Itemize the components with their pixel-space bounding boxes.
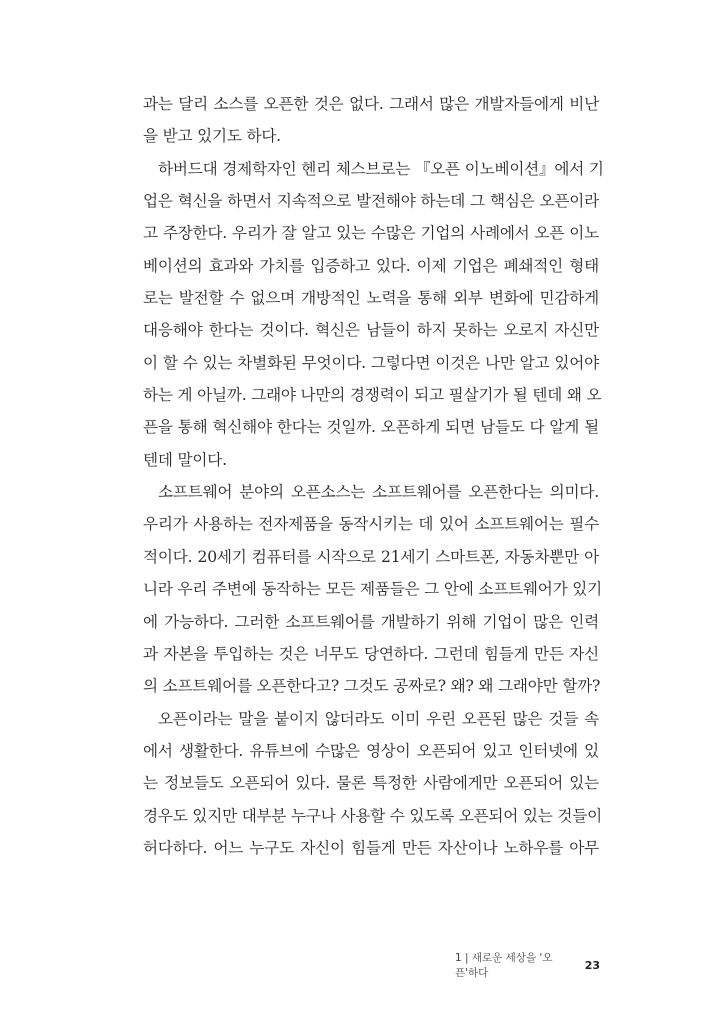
- text-line: 베이션의 효과와 가치를 입증하고 있다. 이제 기업은 폐쇄적인 형태: [143, 256, 599, 275]
- text-line: 하버드대 경제학자인 헨리 체스브로는 『오픈 이노베이션』에서 기: [158, 159, 604, 178]
- text-line: 하는 게 아닐까. 그래야 나만의 경쟁력이 되고 필살기가 될 텐데 왜 오: [143, 386, 602, 405]
- text-line: 텐데 말이다.: [143, 450, 227, 469]
- text-line: 과는 달리 소스를 오픈한 것은 없다. 그래서 많은 개발자들에게 비난: [143, 95, 599, 113]
- page-number: 23: [584, 958, 600, 972]
- text-line: 을 받고 있기도 하다.: [143, 127, 281, 146]
- text-line: 로는 발전할 수 없으며 개방적인 노력을 통해 외부 변화에 민감하게: [143, 289, 599, 308]
- text-line: 소프트웨어 분야의 오픈소스는 소프트웨어를 오픈한다는 의미다.: [158, 483, 599, 502]
- page-footer: [455, 952, 600, 979]
- text-line: 대응해야 한다는 것이다. 혁신은 남들이 하지 못하는 오로지 자신만: [143, 321, 599, 340]
- text-line: 허다하다. 어느 누구도 자신이 힘들게 만든 자산이나 노하우를 아무: [143, 838, 599, 857]
- body-text: [143, 88, 604, 864]
- text-line: 픈을 통해 혁신해야 한다는 것일까. 오픈하게 되면 남들도 다 알게 될: [143, 418, 599, 437]
- running-footer-chapter: 1 | 새로운 세상을 '오픈'하다: [455, 952, 553, 979]
- text-line: 경우도 있지만 대부분 누구나 사용할 수 있도록 오픈되어 있는 것들이: [143, 806, 602, 825]
- text-line: 과 자본을 투입하는 것은 너무도 당연하다. 그런데 힘들게 만든 자신: [143, 644, 599, 663]
- text-line: 적이다. 20세기 컴퓨터를 시작으로 21세기 스마트폰, 자동차뿐만 아: [143, 547, 599, 566]
- text-line: 는 정보들도 오픈되어 있다. 물론 특정한 사람에게만 오픈되어 있는: [143, 774, 599, 793]
- text-line: 에 가능하다. 그러한 소프트웨어를 개발하기 위해 기업이 많은 인력: [143, 612, 599, 631]
- text-line: 의 소프트웨어를 오픈한다고? 그것도 공짜로? 왜? 왜 그래야만 할까?: [143, 677, 601, 696]
- text-line: 우리가 사용하는 전자제품을 동작시키는 데 있어 소프트웨어는 필수: [143, 515, 599, 534]
- text-line: 에서 생활한다. 유튜브에 수많은 영상이 오픈되어 있고 인터넷에 있: [143, 741, 599, 760]
- text-line: 니라 우리 주변에 동작하는 모든 제품들은 그 안에 소프트웨어가 있기: [143, 580, 602, 599]
- text-line: 오픈이라는 말을 붙이지 않더라도 이미 우린 오픈된 많은 것들 속: [158, 709, 599, 728]
- text-line: 업은 혁신을 하면서 지속적으로 발전해야 하는데 그 핵심은 오픈이라: [143, 192, 599, 211]
- text-line: 고 주장한다. 우리가 잘 알고 있는 수많은 기업의 사례에서 오픈 이노: [143, 224, 599, 243]
- text-line: 이 할 수 있는 차별화된 무엇이다. 그렇다면 이것은 나만 알고 있어야: [143, 353, 599, 372]
